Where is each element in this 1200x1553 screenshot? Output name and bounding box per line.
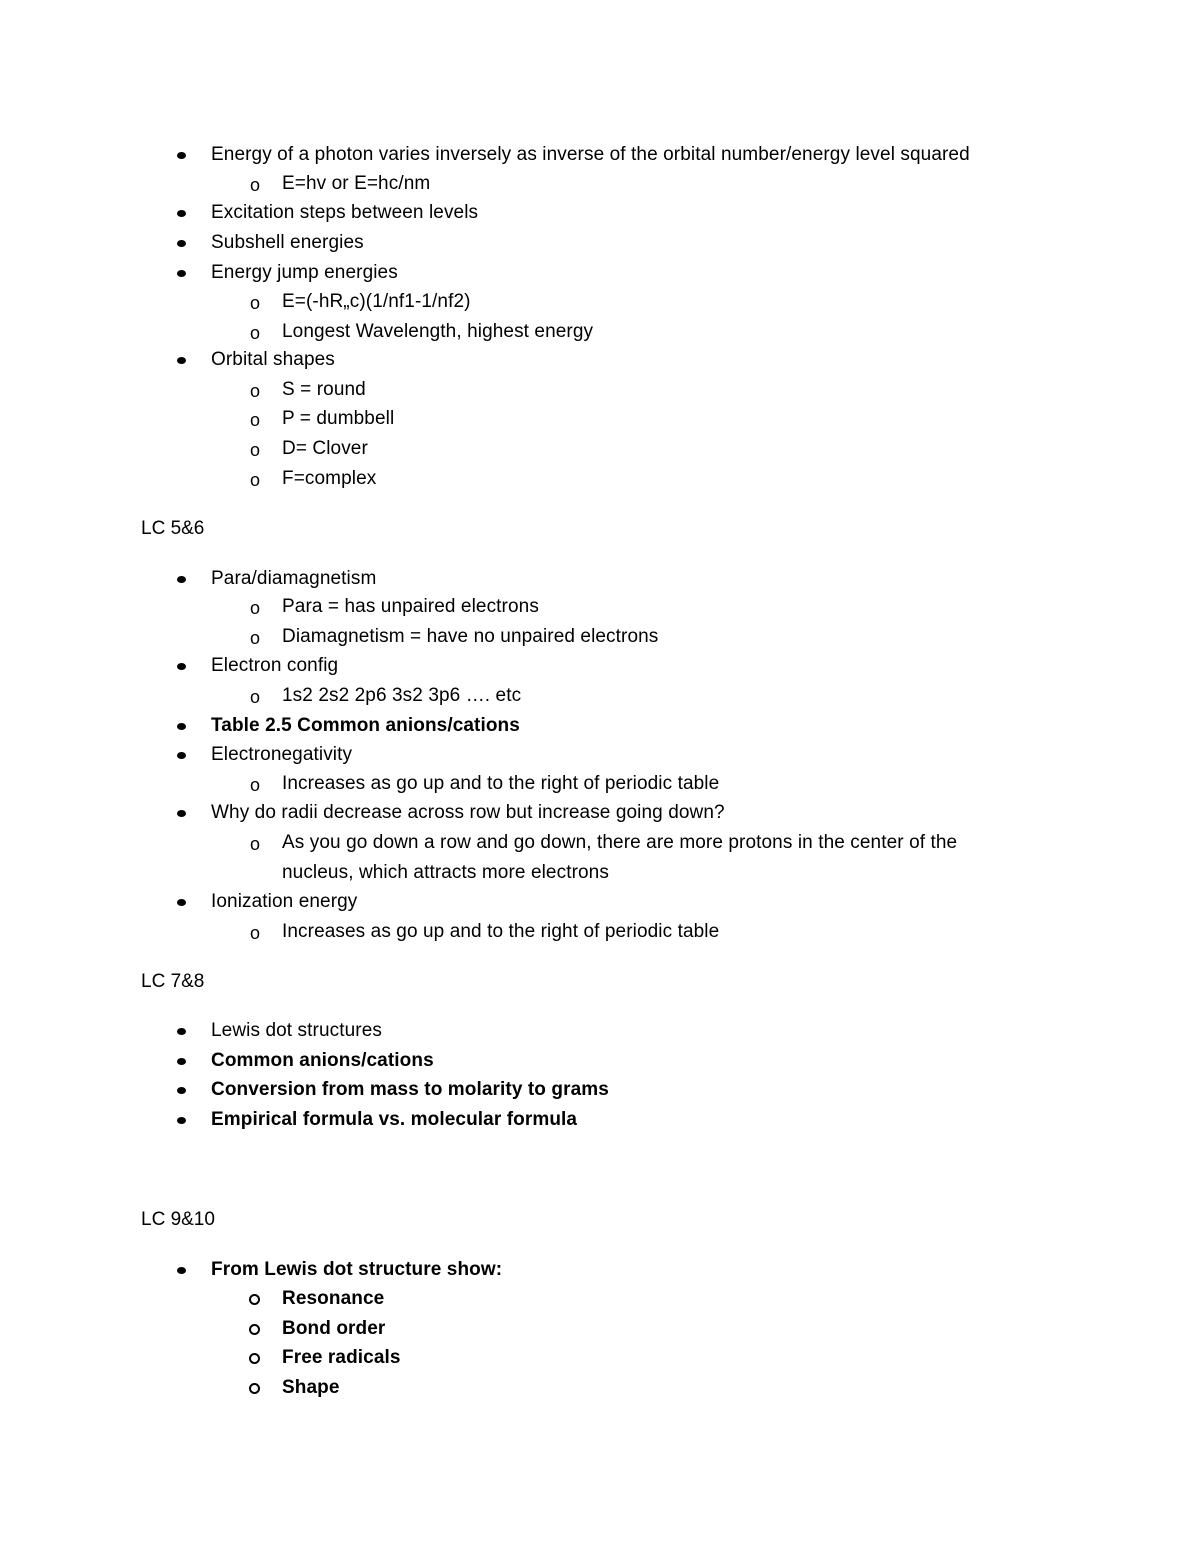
sub-list-item: Shape [282,1377,340,1398]
bullet-icon [177,210,186,217]
list-item: From Lewis dot structure show: [211,1259,503,1280]
bullet-icon [177,899,186,906]
sub-list-item: Diamagnetism = have no unpaired electrons [282,626,659,647]
sub-bullet-icon: o [250,834,261,854]
list-item: Energy jump energies [211,262,398,283]
sub-list-item: Longest Wavelength, highest energy [282,321,594,342]
section-heading: LC 5&6 [141,518,205,539]
bullet-icon [177,1028,186,1035]
sub-list-item-continuation: nucleus, which attracts more electrons [282,862,609,883]
sub-list-item: D= Clover [282,438,368,459]
sub-list-item: Resonance [282,1288,385,1309]
hollow-bullet-icon [249,1353,260,1364]
sub-list-item: Bond order [282,1318,386,1339]
bullet-icon [177,663,186,670]
sub-bullet-icon: o [250,470,261,490]
list-item: Why do radii decrease across row but increase going down? [211,802,725,823]
hollow-bullet-icon [249,1383,260,1394]
sub-bullet-icon: o [250,323,261,343]
list-item: Orbital shapes [211,349,335,370]
bullet-icon [177,152,186,159]
bullet-icon [177,240,186,247]
sub-list-item: F=complex [282,468,377,489]
sub-list-item: Increases as go up and to the right of periodic table [282,773,720,794]
bullet-icon [177,752,186,759]
bullet-icon [177,1117,186,1124]
sub-bullet-icon: o [250,410,261,430]
list-item: Electron config [211,655,339,676]
bullet-icon [177,723,186,730]
bullet-icon [177,270,186,277]
bullet-icon [177,1267,186,1274]
list-item: Common anions/cations [211,1050,434,1071]
sub-list-item: E=hv or E=hc/nm [282,173,431,194]
hollow-bullet-icon [249,1324,260,1335]
sub-list-item: Para = has unpaired electrons [282,596,539,617]
sub-list-item: As you go down a row and go down, there are more protons in the center of the [282,832,958,853]
bullet-icon [177,357,186,364]
bullet-icon [177,810,186,817]
sub-list-item: Increases as go up and to the right of periodic table [282,921,720,942]
bullet-icon [177,1058,186,1065]
list-item: Subshell energies [211,232,364,253]
section-heading: LC 7&8 [141,971,205,992]
hollow-bullet-icon [249,1294,260,1305]
list-item: Ionization energy [211,891,358,912]
sub-bullet-icon: o [250,381,261,401]
sub-bullet-icon: o [250,293,261,313]
sub-list-item: 1s2 2s2 2p6 3s2 3p6 …. etc [282,685,522,706]
list-item: Table 2.5 Common anions/cations [211,715,520,736]
list-item: Conversion from mass to molarity to grams [211,1079,609,1100]
sub-list-item: E=(-hR„c)(1/nf1-1/nf2) [282,291,471,312]
sub-bullet-icon: o [250,628,261,648]
list-item: Energy of a photon varies inversely as inverse of the orbital number/energy level squared [211,144,970,165]
list-item: Empirical formula vs. molecular formula [211,1109,578,1130]
sub-list-item: P = dumbbell [282,408,395,429]
sub-list-item: S = round [282,379,366,400]
list-item: Para/diamagnetism [211,568,377,589]
sub-bullet-icon: o [250,175,261,195]
list-item: Excitation steps between levels [211,202,479,223]
section-heading: LC 9&10 [141,1209,215,1230]
sub-bullet-icon: o [250,775,261,795]
sub-bullet-icon: o [250,598,261,618]
sub-bullet-icon: o [250,923,261,943]
bullet-icon [177,1087,186,1094]
sub-bullet-icon: o [250,440,261,460]
bullet-icon [177,576,186,583]
sub-bullet-icon: o [250,687,261,707]
list-item: Lewis dot structures [211,1020,382,1041]
sub-list-item: Free radicals [282,1347,401,1368]
list-item: Electronegativity [211,744,353,765]
